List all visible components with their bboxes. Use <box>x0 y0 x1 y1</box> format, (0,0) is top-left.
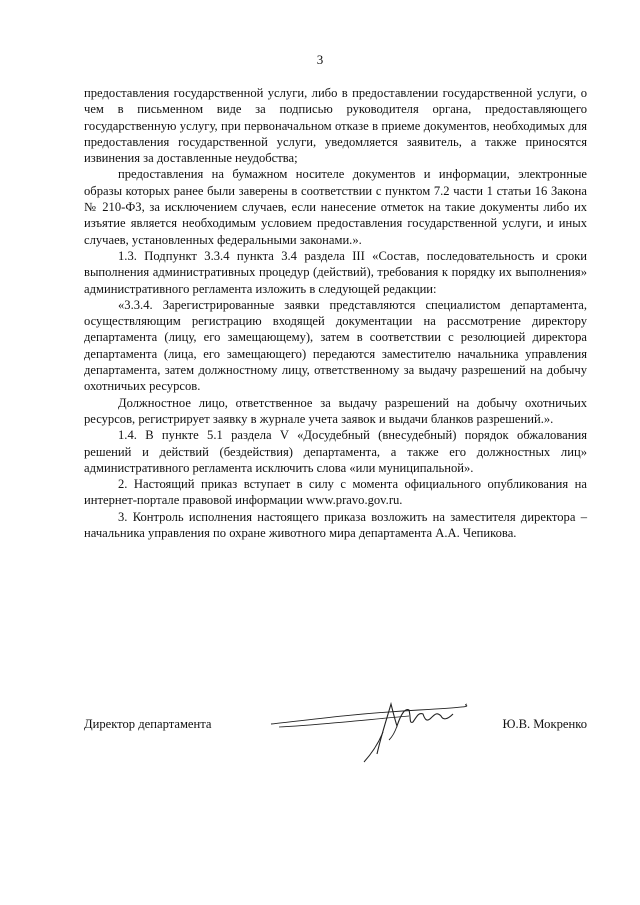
paragraph-paper-documents: предоставления на бумажном носителе документов и информации, электронные образы которых ранее были заверены в соответствии с пунктом 7.2 части 1 статьи 16 Закона № 210-ФЗ, за исключением случаев, если нанесение отметок на такие документы либо их изъятие является необходимым условием предоставления государственной услуги, и иных случаев, установленных федеральными законами.». <box>84 167 587 247</box>
handwritten-signature <box>269 696 469 766</box>
paragraph-control: 3. Контроль исполнения настоящего приказа возложить на заместителя директора – начальника управления по охране животного мира департамента А.А. Чепикова. <box>84 509 587 541</box>
signature-block <box>84 716 587 738</box>
paragraph-entry-into-force: 2. Настоящий приказ вступает в силу с момента официального опубликования на интернет-портале правовой информации www.pravo.gov.ru. <box>84 477 587 508</box>
paragraph-amendment-1-3: 1.3. Подпункт 3.3.4 пункта 3.4 раздела III «Состав, последовательность и сроки выполнения административных процедур (действий), требования к порядку их выполнения» административного регламента изложить в следующей редакции: <box>84 248 587 296</box>
paragraph-official-registration: Должностное лицо, ответственное за выдачу разрешений на добычу охотничьих ресурсов, регистрирует заявку в журнале учета заявок и выдачи бланков разрешений.». <box>84 395 587 426</box>
paragraph-continuation: предоставления государственной услуги, либо в предоставлении государственной услуги, о чем в письменном виде за подписью руководителя органа, предоставляющего государственную услугу, при первоначальном отказе в приеме документов, необходимых для предоставления государственной услуги, уведомляется заявитель, а также приносятся извинения за доставленные неудобства; <box>84 86 587 166</box>
signatory-title: Директор департамента <box>84 717 212 731</box>
page-number: 3 <box>316 52 324 67</box>
paragraph-amendment-1-4: 1.4. В пункте 5.1 раздела V «Досудебный (внесудебный) порядок обжалования решений и действий (бездействия) департамента, а также его должностных лиц» административного регламента исключить слова «или муниципальной». <box>84 428 587 475</box>
paragraph-subclause-3-3-4: «3.3.4. Зарегистрированные заявки представляются специалистом департамента, осуществляющим регистрацию входящей документации на рассмотрение директору департамента (лицу, его замещающему), затем в соответствии с резолюцией директора департамента (лица, его замещающего) передаются заместителю начальника управления департамента, затем должностному лицу, ответственному за выдачу разрешений на добычу охотничьих ресурсов. <box>84 297 587 394</box>
signatory-name: Ю.В. Мокренко <box>502 717 587 731</box>
document-body <box>84 85 587 541</box>
